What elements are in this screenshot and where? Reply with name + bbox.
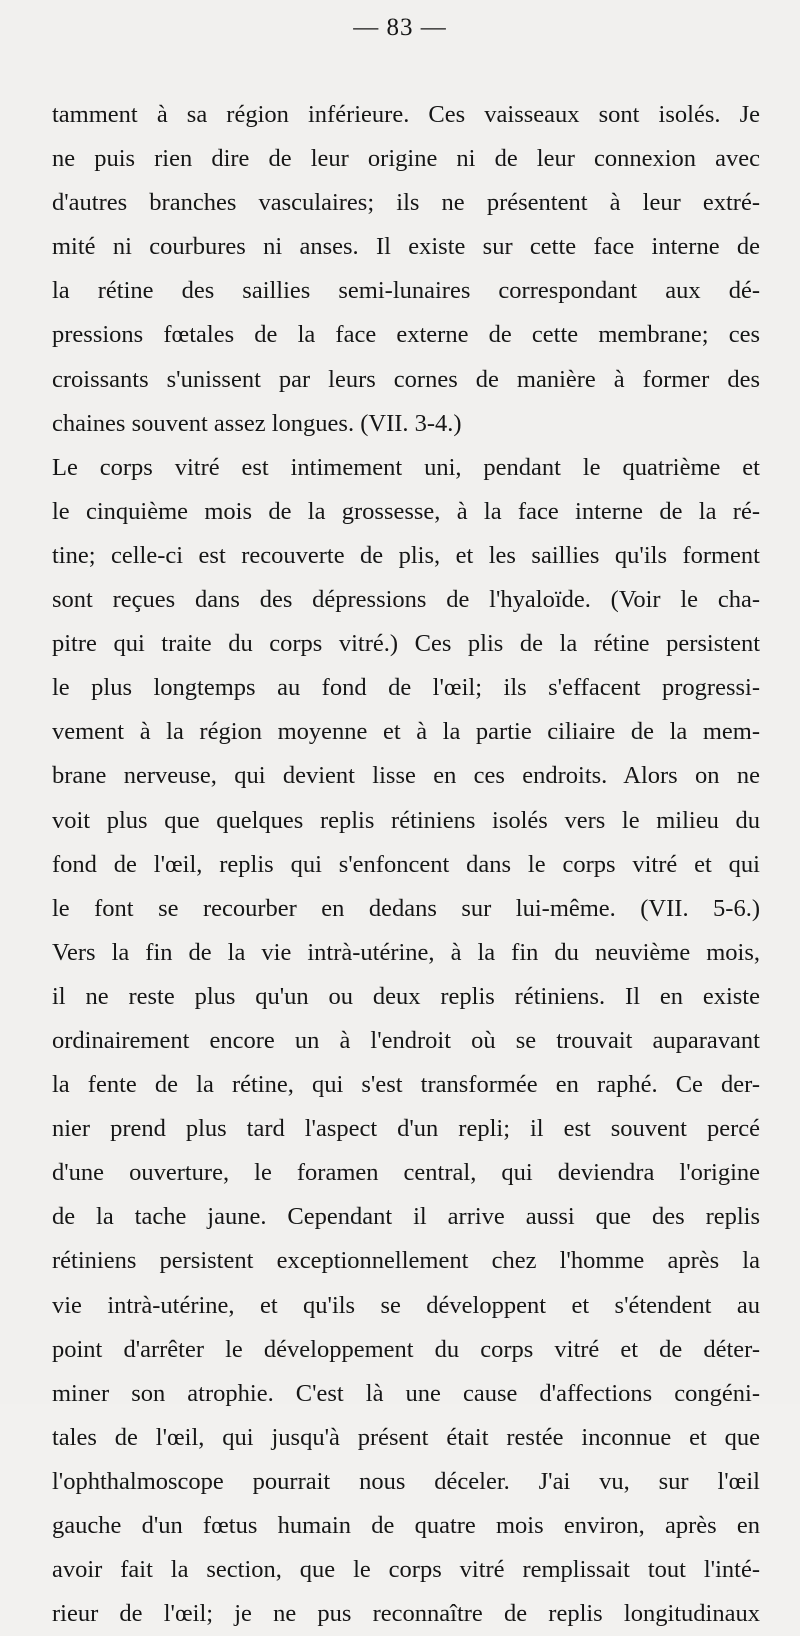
text-line: fond de l'œil, replis qui s'enfoncent dans le corps vitré et qui xyxy=(52,850,760,878)
text-line: avoir fait la section, que le corps vitré remplissait tout l'inté- xyxy=(52,1556,760,1584)
text-line: Vers la fin de la vie intrà-utérine, à la fin du neuvième mois, xyxy=(52,938,760,966)
text-line: il ne reste plus qu'un ou deux replis rétiniens. Il en existe xyxy=(52,982,760,1010)
text-line: la rétine des saillies semi-lunaires correspondant aux dé- xyxy=(52,277,760,305)
page-number: — 83 — xyxy=(353,14,447,41)
text-line: sont reçues dans des dépressions de l'hyaloïde. (Voir le cha- xyxy=(52,586,760,614)
text-line: miner son atrophie. C'est là une cause d'affections congéni- xyxy=(52,1379,760,1407)
text-line: tine; celle-ci est recouverte de plis, et les saillies qu'ils forment xyxy=(52,541,760,569)
text-line: gauche d'un fœtus humain de quatre mois environ, après en xyxy=(52,1512,760,1539)
text-line: d'autres branches vasculaires; ils ne présentent à leur extré- xyxy=(52,189,760,217)
text-line: pitre qui traite du corps vitré.) Ces plis de la rétine persistent xyxy=(52,630,760,658)
text-line: point d'arrêter le développement du corps vitré et de déter- xyxy=(52,1335,760,1363)
text-line: voit plus que quelques replis rétiniens isolés vers le milieu du xyxy=(52,806,760,834)
text-line: Le corps vitré est intimement uni, pendant le quatrième et xyxy=(52,453,760,481)
text-line: mité ni courbures ni anses. Il existe sur cette face interne de xyxy=(52,233,760,261)
text-line: ordinairement encore un à l'endroit où se trouvait auparavant xyxy=(52,1026,760,1054)
text-line: l'ophthalmoscope pourrait nous déceler. J'ai vu, sur l'œil xyxy=(52,1467,760,1495)
text-line: vement à la région moyenne et à la partie ciliaire de la mem- xyxy=(52,718,760,746)
text-line: tamment à sa région inférieure. Ces vaisseaux sont isolés. Je xyxy=(52,101,760,128)
text-line: nier prend plus tard l'aspect d'un repli; il est souvent percé xyxy=(52,1115,760,1143)
text-line: chaines souvent assez longues. (VII. 3-4.) xyxy=(52,409,462,437)
text-line: de la tache jaune. Cependant il arrive aussi que des replis xyxy=(52,1203,760,1231)
text-line: le plus longtemps au fond de l'œil; ils s'effacent progressi- xyxy=(52,674,760,702)
text-line: rieur de l'œil; je ne pus reconnaître de replis longitudinaux xyxy=(52,1600,760,1628)
text-line: le cinquième mois de la grossesse, à la face interne de la ré- xyxy=(52,497,760,525)
text-line: le font se recourber en dedans sur lui-même. (VII. 5-6.) xyxy=(52,894,760,922)
text-line: la fente de la rétine, qui s'est transformée en raphé. Ce der- xyxy=(52,1071,760,1099)
body-text xyxy=(52,93,760,1636)
text-line: d'une ouverture, le foramen central, qui deviendra l'origine xyxy=(52,1159,760,1187)
text-line: croissants s'unissent par leurs cornes de manière à former des xyxy=(52,365,760,393)
text-line: tales de l'œil, qui jusqu'à présent était restée inconnue et que xyxy=(52,1423,760,1451)
text-line: vie intrà-utérine, et qu'ils se développent et s'étendent au xyxy=(52,1291,760,1319)
text-line: brane nerveuse, qui devient lisse en ces endroits. Alors on ne xyxy=(52,762,760,790)
text-line: ne puis rien dire de leur origine ni de leur connexion avec xyxy=(52,145,760,173)
text-line: rétiniens persistent exceptionnellement chez l'homme après la xyxy=(52,1247,760,1275)
text-line: pressions fœtales de la face externe de cette membrane; ces xyxy=(52,321,760,349)
